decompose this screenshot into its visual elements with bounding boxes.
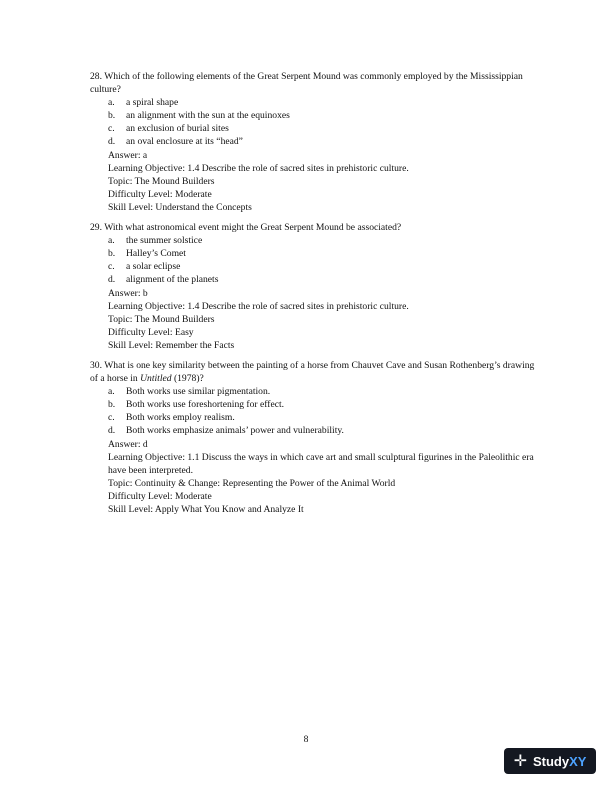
answer-line: Answer: d: [108, 438, 148, 450]
learning-objective: Learning Objective: 1.4 Describe the role of sacred sites in prehistoric culture.: [108, 300, 409, 312]
answer-options: [90, 96, 540, 148]
question-30: [90, 359, 540, 516]
artwork-title: Untitled: [140, 373, 172, 385]
topic: Topic: The Mound Builders: [108, 175, 215, 187]
skill-level: Skill Level: Apply What You Know and Analyze It: [108, 504, 304, 515]
option-b: b. Both works use foreshortening for effect.: [108, 399, 285, 411]
option-a: a. a spiral shape: [108, 97, 179, 109]
learning-objective: Learning Objective: 1.1 Discuss the ways in which cave art and small sculptural figurines in the Paleolithic era have been interpreted.: [108, 451, 534, 476]
option-a: a. the summer solstice: [108, 235, 203, 247]
brand-accent-text: XY: [569, 753, 587, 769]
option-b: b. Halley’s Comet: [108, 248, 186, 260]
answer-options: [90, 234, 540, 286]
skill-level: Skill Level: Remember the Facts: [108, 339, 235, 351]
topic: Topic: The Mound Builders: [108, 313, 215, 325]
skill-level: Skill Level: Understand the Concepts: [108, 201, 252, 213]
option-a: a. Both works use similar pigmentation.: [108, 386, 271, 398]
option-c: c. Both works employ realism.: [108, 412, 235, 424]
studyxy-badge[interactable]: [504, 748, 596, 774]
question-29: [90, 221, 540, 352]
option-d: d. an oval enclosure at its “head”: [108, 136, 243, 148]
page-number: 8: [303, 734, 309, 745]
topic: Topic: Continuity & Change: Representing the Power of the Animal World: [108, 477, 396, 489]
difficulty-level: Difficulty Level: Moderate: [108, 490, 212, 502]
option-c: c. a solar eclipse: [108, 261, 181, 273]
question-stem: 28. Which of the following elements of the Great Serpent Mound was commonly employed by the Mississippian culture?: [90, 71, 523, 96]
plus-icon: ✛: [513, 753, 527, 770]
option-d: d. alignment of the planets: [108, 274, 219, 286]
question-stem: 29. With what astronomical event might the Great Serpent Mound be associated?: [90, 222, 402, 234]
option-b: b. an alignment with the sun at the equinoxes: [108, 110, 290, 122]
brand-text: Study: [532, 753, 570, 769]
option-c: c. an exclusion of burial sites: [108, 123, 229, 135]
document-page: [90, 70, 540, 523]
question-28: [90, 70, 540, 214]
answer-line: Answer: b: [108, 287, 148, 299]
question-stem: 30. What is one key similarity between the painting of a horse from Chauvet Cave and Susan Rothenberg’s drawing of a horse in Untitled (1978)?: [90, 359, 535, 385]
answer-line: Answer: a: [108, 149, 148, 161]
learning-objective: Learning Objective: 1.4 Describe the role of sacred sites in prehistoric culture.: [108, 162, 409, 174]
option-d: d. Both works emphasize animals’ power and vulnerability.: [108, 425, 344, 437]
difficulty-level: Difficulty Level: Moderate: [108, 188, 212, 200]
answer-options: [90, 385, 540, 437]
difficulty-level: Difficulty Level: Easy: [108, 326, 194, 338]
